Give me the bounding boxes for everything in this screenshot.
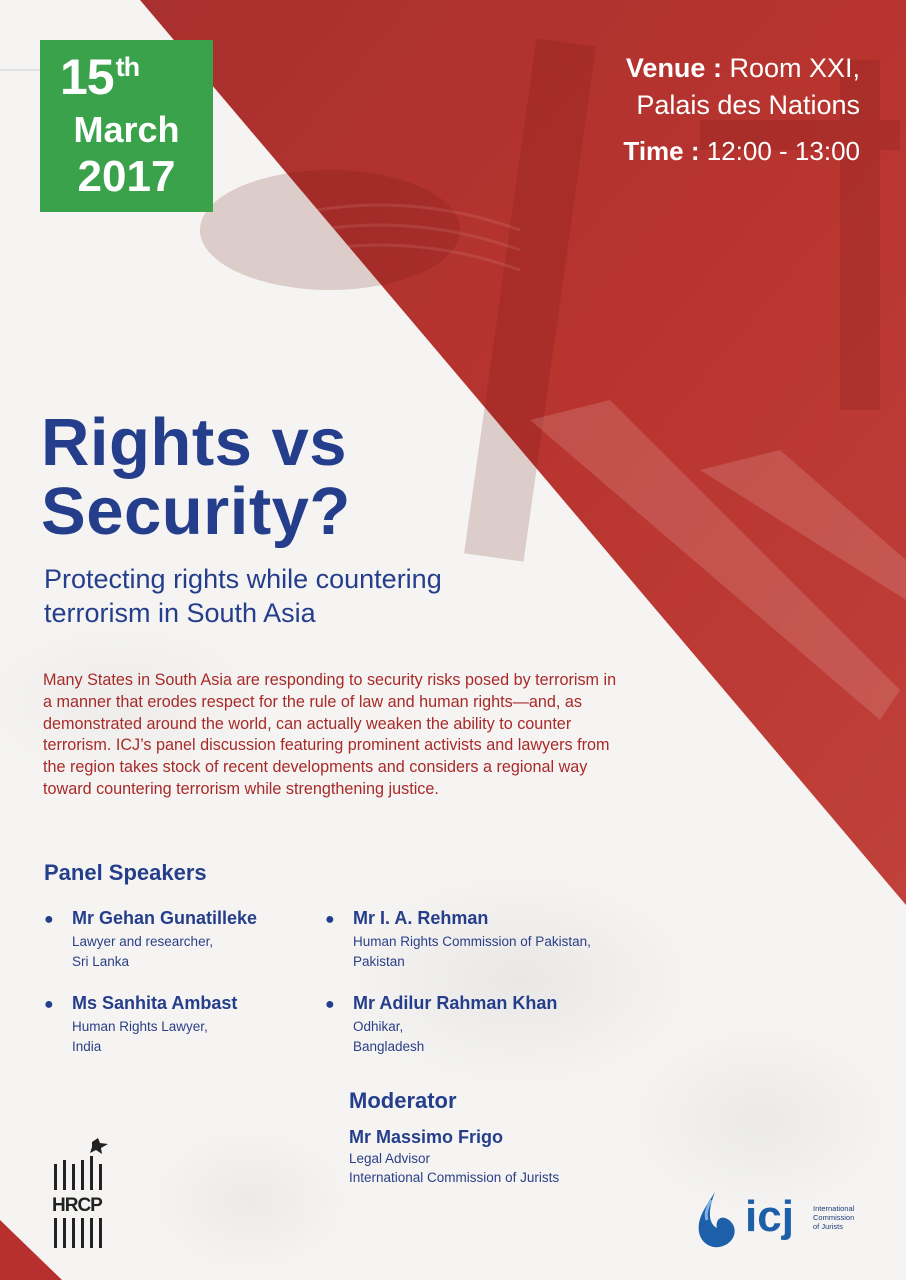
venue-line1: Room XXI, xyxy=(729,53,860,83)
speaker-role-line2: Bangladesh xyxy=(353,1039,425,1054)
date-day-suffix: th xyxy=(115,52,140,82)
icj-sub-line2: Commission xyxy=(813,1213,855,1222)
speaker-role-line1: Odhikar, xyxy=(353,1019,404,1034)
venue-block xyxy=(626,50,860,124)
icj-wordmark: icj xyxy=(745,1192,794,1241)
moderator-role xyxy=(349,1149,559,1187)
svg-text:HRCP: HRCP xyxy=(52,1195,102,1216)
title-line2: Security? xyxy=(41,474,351,549)
poster-subtitle xyxy=(44,562,584,630)
panel-speakers-heading: Panel Speakers xyxy=(44,860,207,885)
bullet-icon: ● xyxy=(44,911,54,928)
speaker-role xyxy=(72,1017,208,1057)
speaker-name: Mr Gehan Gunatilleke xyxy=(72,908,258,928)
speaker-name: Mr Adilur Rahman Khan xyxy=(353,993,558,1013)
venue-label: Venue : xyxy=(625,53,722,83)
speaker-role-line2: Sri Lanka xyxy=(72,954,130,969)
icj-flame-icon xyxy=(695,1190,743,1250)
time-label: Time : xyxy=(623,136,700,166)
speaker-role-line1: Lawyer and researcher, xyxy=(72,934,214,949)
title-line1: Rights vs xyxy=(41,405,348,480)
time-value: 12:00 - 13:00 xyxy=(706,136,860,166)
speaker-role xyxy=(353,932,591,972)
date-day xyxy=(60,49,140,110)
subtitle-line2: terrorism in South Asia xyxy=(44,598,316,628)
speaker-role-line2: Pakistan xyxy=(353,954,405,969)
venue-line2: Palais des Nations xyxy=(636,90,860,120)
hrcp-logo xyxy=(52,1138,108,1250)
moderator-heading: Moderator xyxy=(349,1088,457,1113)
moderator-name: Mr Massimo Frigo xyxy=(349,1127,504,1147)
moderator-role-line2: International Commission of Jurists xyxy=(349,1170,560,1185)
poster-title xyxy=(41,405,351,549)
bullet-icon: ● xyxy=(325,996,335,1013)
speaker-name: Ms Sanhita Ambast xyxy=(72,993,238,1013)
moderator-role-line1: Legal Advisor xyxy=(349,1151,431,1166)
date-day-number: 15 xyxy=(60,49,114,105)
speaker-role xyxy=(353,1017,424,1057)
icj-logo xyxy=(695,1190,875,1252)
speaker-role-line1: Human Rights Lawyer, xyxy=(72,1019,208,1034)
speaker-role-line2: India xyxy=(72,1039,102,1054)
icj-sub-line3: of Jurists xyxy=(813,1222,844,1231)
subtitle-line1: Protecting rights while countering xyxy=(44,564,442,594)
speaker-role xyxy=(72,932,213,972)
speaker-role-line1: Human Rights Commission of Pakistan, xyxy=(353,934,591,949)
date-year: 2017 xyxy=(77,152,176,201)
date-month: March xyxy=(73,109,180,150)
speaker-name: Mr I. A. Rehman xyxy=(353,908,489,928)
event-description: Many States in South Asia are responding to security risks posed by terrorism in a manner that erodes respect for the rule of law and human rights—and, as demonstrated around the world, can actually weaken the ability to counter terrorism. ICJ’s panel discussion featuring prominent activists and lawyers from the region takes stock of recent developments and considers a regional way toward countering terrorism while strengthening justice. xyxy=(43,671,617,798)
time-block xyxy=(623,136,860,167)
event-date-box xyxy=(40,40,213,212)
bullet-icon: ● xyxy=(325,911,335,928)
icj-full-name xyxy=(813,1204,873,1231)
icj-sub-line1: International xyxy=(813,1204,855,1213)
bullet-icon: ● xyxy=(44,996,54,1013)
